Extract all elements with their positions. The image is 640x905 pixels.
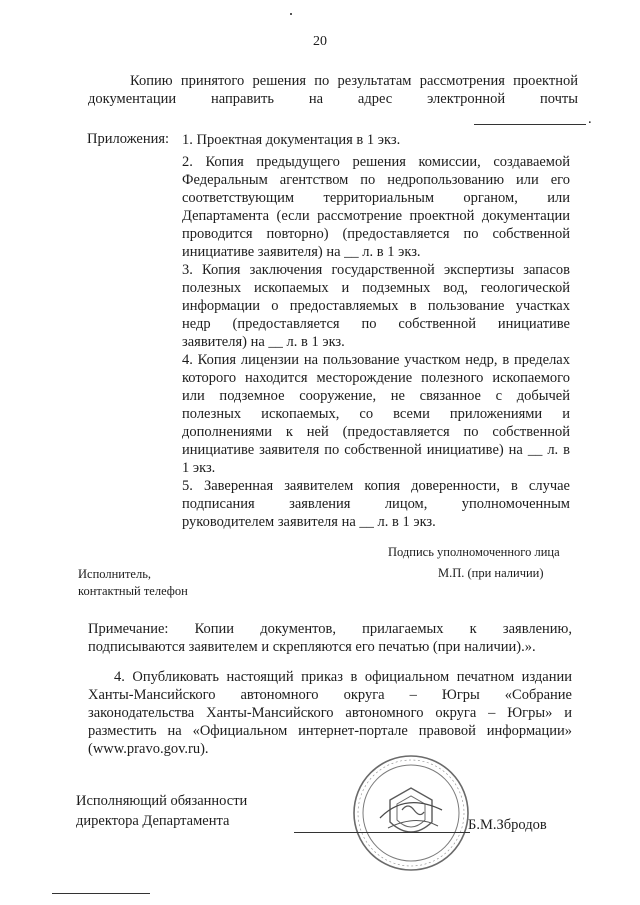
attachment-5-line: 5. Заверенная заявителем копия доверенности, в случае — [182, 478, 570, 494]
attachment-3-line: недр (предоставляется по собственной инициативе — [182, 316, 570, 332]
attachment-5-line: руководителем заявителя на __ л. в 1 экз. — [182, 514, 436, 530]
attachment-4-line: полезных ископаемых, со всеми приложениями и — [182, 406, 570, 422]
attachment-5-line: подписания заявления лицом, уполномоченным — [182, 496, 570, 512]
note-line: подписываются заявителем и скрепляются его печатью (при наличии).». — [88, 639, 536, 655]
attachment-4-line: 1 экз. — [182, 460, 216, 476]
signer-position — [76, 791, 247, 831]
attachment-2-line: инициативе заявителя) на __ л. в 1 экз. — [182, 244, 421, 260]
executor-label — [78, 566, 188, 600]
position-line: Исполняющий обязанности — [76, 793, 248, 809]
position-line: директора Департамента — [76, 813, 230, 829]
attachment-item-2 — [182, 153, 570, 261]
attachment-item-3 — [182, 261, 570, 351]
attachment-3-line: полезных ископаемых и подземных вод, геологической — [182, 280, 570, 296]
attachment-4-line: 4. Копия лицензии на пользование участком недр, в пределах — [182, 352, 570, 368]
attachment-item-5 — [182, 477, 570, 531]
attachment-2-line: Федеральным агентством по недропользованию или его — [182, 172, 570, 188]
point-4-line: Ханты-Мансийского автономного округа – Югры «Собрание — [88, 687, 572, 703]
page-number: 20 — [313, 34, 327, 49]
attachments-heading: Приложения: — [87, 131, 170, 147]
attachment-3-line: информации о предоставляемых в пользование участках — [182, 298, 570, 314]
executor-line: Исполнитель, — [78, 567, 152, 581]
email-blank-line — [474, 124, 586, 125]
attachment-3-line: заявителя) на __ л. в 1 экз. — [182, 334, 345, 350]
stamp-place-label: М.П. (при наличии) — [438, 566, 544, 580]
point-4-line: (www.pravo.gov.ru). — [88, 741, 209, 757]
attachment-2-line: 2. Копия предыдущего решения комиссии, создаваемой — [182, 154, 570, 170]
attachment-4-line: или подземное сооружение, не связанное с добычей — [182, 388, 570, 404]
official-seal-stamp — [350, 752, 472, 874]
signature-label: Подпись уполномоченного лица — [388, 545, 560, 559]
point-4-line: 4. Опубликовать настоящий приказ в официальном печатном издании — [114, 669, 572, 685]
attachment-4-line: инициативе заявителя по собственной инициативе) на __ л. в — [182, 442, 570, 458]
signer-name: Б.М.Збродов — [468, 817, 547, 833]
signature-line — [294, 832, 470, 833]
point-4-line: законодательства Ханты-Мансийского автономного округа – Югры» и — [88, 705, 572, 721]
point-4-paragraph — [88, 668, 572, 758]
attachment-item-4 — [182, 351, 570, 477]
attachment-1-line: 1. Проектная документация в 1 экз. — [182, 132, 401, 148]
scan-speck — [290, 13, 292, 15]
attachment-2-line: соответствующим территориальным органом, или — [182, 190, 570, 206]
note-paragraph — [88, 620, 572, 656]
intro-line-1: Копию принятого решения по результатам рассмотрения проектной — [130, 73, 578, 89]
attachment-item-1 — [182, 131, 570, 149]
attachment-3-line: 3. Копия заключения государственной экспертизы запасов — [182, 262, 570, 278]
point-4-line: разместить на «Официальном интернет-портале правовой информации» — [88, 723, 572, 739]
attachment-4-line: дополнениями к ней (предоставляется по собственной — [182, 424, 570, 440]
attachment-4-line: которого находится месторождение полезного ископаемого — [182, 370, 570, 386]
attachment-2-line: Департамента (если рассмотрение проектной документации — [182, 208, 570, 224]
intro-line-3: . — [588, 111, 592, 127]
intro-line-2: документации направить на адрес электронной почты — [88, 91, 578, 107]
attachment-2-line: проводится повторно) (предоставляется по собственной — [182, 226, 570, 242]
contact-phone-line: контактный телефон — [78, 584, 188, 598]
footer-separator-line — [52, 893, 150, 894]
note-line: Примечание: Копии документов, прилагаемых к заявлению, — [88, 621, 572, 637]
